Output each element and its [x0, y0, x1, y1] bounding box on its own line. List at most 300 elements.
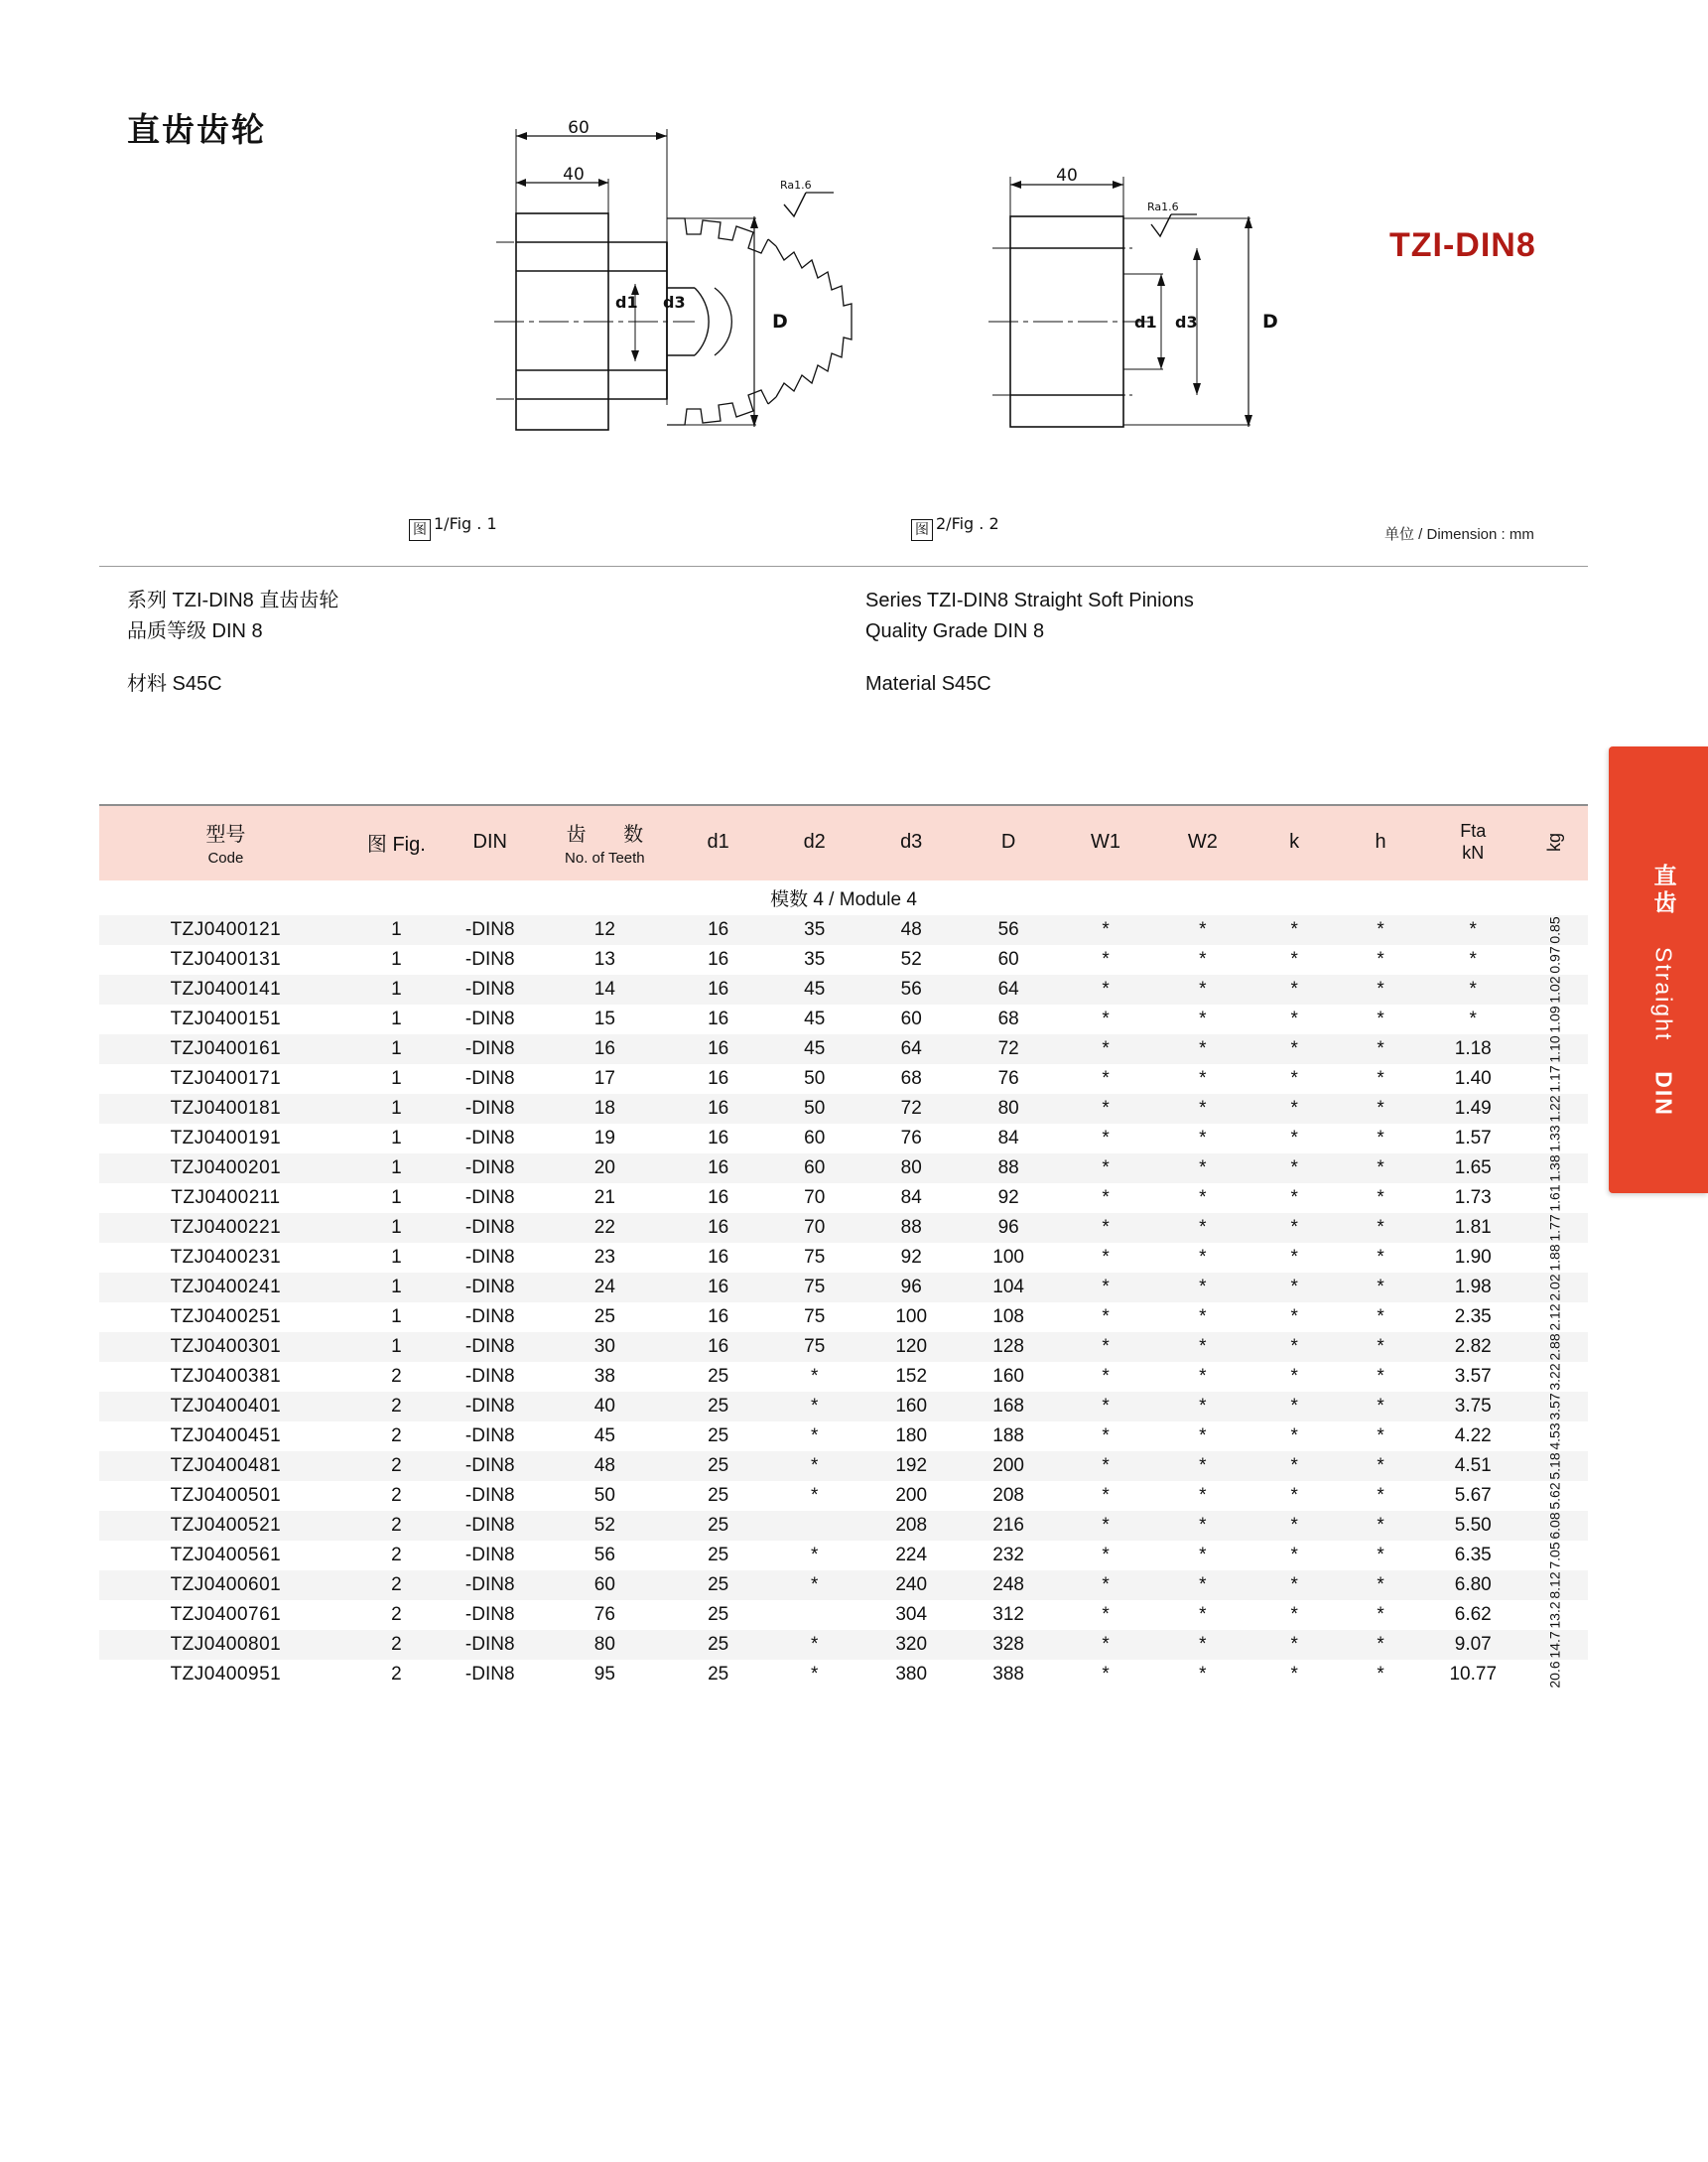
cell-fta: 1.57: [1454, 1128, 1492, 1149]
cell-teeth: 12: [540, 915, 671, 945]
cell-W1: *: [1057, 975, 1154, 1005]
fig1-finish-mark: Ra1.6: [780, 179, 812, 192]
cell-D: 200: [960, 1451, 1057, 1481]
cell-fig: 2: [391, 1366, 402, 1387]
table-row[interactable]: [99, 915, 1588, 945]
cell-d2: 45: [804, 1009, 826, 1029]
cell-fta: 5.50: [1424, 1511, 1522, 1541]
cell-h: *: [1377, 1306, 1384, 1327]
side-tab-text: [1652, 864, 1675, 1117]
cell-D: 96: [960, 1213, 1057, 1243]
cell-d2: 45: [766, 1034, 862, 1064]
cell-D: 312: [992, 1604, 1024, 1625]
cell-din: -DIN8: [464, 1128, 515, 1149]
table-row[interactable]: [99, 1541, 1588, 1570]
cell-din: -DIN8: [441, 1511, 540, 1541]
cell-din: -DIN8: [441, 1570, 540, 1600]
cell-teeth: 52: [540, 1511, 671, 1541]
cell-fig: 1: [391, 949, 402, 970]
cell-din: -DIN8: [441, 1451, 540, 1481]
cell-din: -DIN8: [441, 975, 540, 1005]
spec-en-series: Series TZI-DIN8 Straight Soft Pinions: [865, 590, 1194, 611]
cell-d2: 35: [804, 949, 826, 970]
th-din-label: DIN: [472, 831, 507, 853]
cell-d3: 120: [862, 1332, 960, 1362]
cell-W1: *: [1057, 1511, 1154, 1541]
th-fta: [1424, 805, 1522, 880]
cell-d1: 16: [670, 1332, 766, 1362]
th-code-sub: Code: [207, 850, 244, 867]
cell-kg: [1522, 1332, 1588, 1362]
cell-k: *: [1251, 1273, 1338, 1302]
cell-k: *: [1290, 1366, 1298, 1387]
cell-fta: *: [1469, 1009, 1477, 1029]
cell-fig: 1: [352, 915, 441, 945]
cell-W1: *: [1057, 1094, 1154, 1124]
table-row[interactable]: [99, 1630, 1588, 1660]
cell-k: *: [1290, 1425, 1298, 1446]
th-h-label: h: [1375, 831, 1386, 853]
cell-d2: *: [766, 1570, 862, 1600]
cell-fig: 2: [391, 1545, 402, 1565]
cell-code: TZJ0400141: [99, 975, 352, 1005]
cell-h: *: [1338, 1392, 1424, 1421]
cell-W2: *: [1199, 1128, 1207, 1149]
th-W2: [1154, 805, 1251, 880]
cell-W2: *: [1199, 1664, 1207, 1685]
cell-D: 56: [960, 915, 1057, 945]
cell-code: TZJ0400161: [99, 1034, 352, 1064]
cell-kg: [1522, 1481, 1588, 1511]
cell-code: TZJ0400381: [170, 1366, 282, 1387]
cell-d3: 200: [895, 1485, 928, 1506]
cell-fta: 6.35: [1454, 1545, 1492, 1565]
cell-fig: 1: [391, 1009, 402, 1029]
cell-d3: 240: [862, 1570, 960, 1600]
cell-k: *: [1290, 1604, 1298, 1625]
th-d3-label: d3: [900, 831, 923, 853]
cell-d2: 35: [766, 915, 862, 945]
cell-code: TZJ0400191: [170, 1128, 282, 1149]
cell-d1: 25: [708, 1604, 729, 1625]
cell-code: TZJ0400301: [99, 1332, 352, 1362]
cell-fig: 2: [352, 1630, 441, 1660]
cell-d1: 25: [670, 1392, 766, 1421]
cell-kg: [1522, 1660, 1588, 1689]
cell-teeth: 24: [540, 1273, 671, 1302]
cell-W1: *: [1057, 1332, 1154, 1362]
table-row[interactable]: [99, 1124, 1588, 1153]
th-d1: [670, 805, 766, 880]
cell-teeth: 48: [540, 1451, 671, 1481]
cell-fta: 1.73: [1454, 1187, 1492, 1208]
cell-h: *: [1377, 1604, 1384, 1625]
cell-h: *: [1377, 1009, 1384, 1029]
cell-D: 128: [960, 1332, 1057, 1362]
cell-h: *: [1338, 1511, 1424, 1541]
fig1-label-d1: d1: [615, 293, 638, 312]
cell-W1: *: [1102, 1366, 1110, 1387]
cell-kg: [1522, 1302, 1588, 1332]
cell-kg-value: 4.53: [1547, 1422, 1563, 1450]
cell-din: -DIN8: [464, 1485, 515, 1506]
cell-fta: *: [1469, 949, 1477, 970]
cell-W2: *: [1199, 1247, 1207, 1268]
cell-d3: 96: [862, 1273, 960, 1302]
cell-code: TZJ0400181: [99, 1094, 352, 1124]
cell-k: *: [1251, 1332, 1338, 1362]
cell-d1: 16: [708, 949, 729, 970]
spec-en-quality: Quality Grade DIN 8: [865, 620, 1045, 642]
cell-W1: *: [1057, 1570, 1154, 1600]
th-d2: [766, 805, 862, 880]
cell-kg-value: 1.09: [1547, 1006, 1563, 1033]
table-row[interactable]: [99, 1421, 1588, 1451]
cell-kg: [1522, 1094, 1588, 1124]
cell-h: *: [1377, 1425, 1384, 1446]
cell-W2: *: [1154, 1213, 1251, 1243]
cell-kg: [1522, 1213, 1588, 1243]
cell-d2: 50: [766, 1094, 862, 1124]
cell-D: 84: [997, 1128, 1019, 1149]
fig2-label-d3: d3: [1175, 313, 1198, 332]
cell-W1: *: [1102, 1247, 1110, 1268]
table-row[interactable]: [99, 1064, 1588, 1094]
cell-teeth: 18: [540, 1094, 671, 1124]
fig1-caption-text: 1/Fig . 1: [434, 514, 497, 533]
cell-din: -DIN8: [441, 1213, 540, 1243]
cell-k: *: [1251, 1630, 1338, 1660]
cell-k: *: [1251, 975, 1338, 1005]
module-group-label: 模数 4 / Module 4: [99, 880, 1588, 915]
cell-d1: 16: [670, 1213, 766, 1243]
cell-W1: *: [1102, 1425, 1110, 1446]
cell-fta: 10.77: [1449, 1664, 1498, 1685]
cell-teeth: 23: [593, 1247, 615, 1268]
cell-teeth: 38: [593, 1366, 615, 1387]
cell-fig: 1: [352, 1332, 441, 1362]
cell-fta: 1.49: [1424, 1094, 1522, 1124]
cell-kg-value: 0.85: [1547, 916, 1563, 944]
th-k: [1251, 805, 1338, 880]
cell-h: *: [1338, 1273, 1424, 1302]
cell-kg-value: 3.22: [1547, 1363, 1563, 1391]
section-divider: [99, 566, 1588, 567]
cell-kg-value: 2.12: [1547, 1303, 1563, 1331]
cell-d1: 16: [670, 1034, 766, 1064]
module-group-row: [99, 880, 1588, 915]
cell-teeth: 60: [540, 1570, 671, 1600]
cell-din: -DIN8: [441, 1332, 540, 1362]
th-fig: [352, 805, 441, 880]
cell-fig: 1: [352, 1213, 441, 1243]
cell-W2: *: [1199, 1187, 1207, 1208]
table-row[interactable]: [99, 1481, 1588, 1511]
cell-din: -DIN8: [464, 1306, 515, 1327]
cell-W2: *: [1199, 1545, 1207, 1565]
cell-fig: 2: [352, 1451, 441, 1481]
side-tab-label-en: Straight: [1650, 946, 1677, 1041]
cell-kg-value: 14.7: [1547, 1631, 1563, 1659]
cell-din: -DIN8: [464, 1009, 515, 1029]
cell-fig: 2: [352, 1392, 441, 1421]
cell-D: 188: [992, 1425, 1024, 1446]
cell-D: 68: [997, 1009, 1019, 1029]
th-h: [1338, 805, 1424, 880]
cell-din: -DIN8: [441, 915, 540, 945]
cell-D: 208: [992, 1485, 1024, 1506]
cell-fig: 1: [352, 1273, 441, 1302]
cell-code: TZJ0400201: [99, 1153, 352, 1183]
cell-fig: 1: [352, 1034, 441, 1064]
table-row[interactable]: [99, 1451, 1588, 1481]
cell-fta: 4.22: [1454, 1425, 1492, 1446]
cell-din: -DIN8: [464, 1247, 515, 1268]
cell-d3: 64: [862, 1034, 960, 1064]
cell-W1: *: [1102, 1604, 1110, 1625]
cell-D: 104: [960, 1273, 1057, 1302]
cell-fig: 2: [352, 1511, 441, 1541]
cell-h: *: [1377, 1485, 1384, 1506]
cell-d3: 72: [862, 1094, 960, 1124]
cell-din: -DIN8: [441, 1034, 540, 1064]
table-row[interactable]: [99, 1302, 1588, 1332]
cell-d3: 68: [900, 1068, 922, 1089]
table-row[interactable]: [99, 1034, 1588, 1064]
cell-h: *: [1338, 1153, 1424, 1183]
cell-din: -DIN8: [441, 1630, 540, 1660]
cell-kg: [1522, 1392, 1588, 1421]
cell-h: *: [1377, 1128, 1384, 1149]
cell-h: *: [1338, 1332, 1424, 1362]
cell-W2: *: [1154, 915, 1251, 945]
cell-D: 88: [960, 1153, 1057, 1183]
cell-d2: 75: [766, 1273, 862, 1302]
cell-W1: *: [1057, 1213, 1154, 1243]
cell-fig: 1: [391, 1306, 402, 1327]
table-row[interactable]: [99, 1243, 1588, 1273]
cell-kg-value: 5.62: [1547, 1482, 1563, 1510]
cell-k: *: [1290, 1247, 1298, 1268]
cell-k: *: [1290, 1485, 1298, 1506]
th-teeth-sub: No. of Teeth: [565, 850, 645, 867]
cell-d2: 75: [766, 1332, 862, 1362]
cell-W1: *: [1102, 1009, 1110, 1029]
cell-d3: 56: [862, 975, 960, 1005]
cell-fig: 1: [352, 975, 441, 1005]
cell-code: TZJ0400131: [170, 949, 282, 970]
cell-W2: *: [1154, 1511, 1251, 1541]
table-row[interactable]: [99, 1273, 1588, 1302]
cell-d3: 100: [895, 1306, 928, 1327]
table-header-row: [99, 805, 1588, 880]
fig1-dim-40: 40: [563, 165, 585, 185]
cell-kg: [1522, 1421, 1588, 1451]
cell-fta: 3.57: [1454, 1366, 1492, 1387]
cell-W1: *: [1057, 1153, 1154, 1183]
cell-teeth: 95: [593, 1664, 615, 1685]
cell-D: 80: [960, 1094, 1057, 1124]
cell-fta: 1.18: [1424, 1034, 1522, 1064]
cell-fig: 2: [352, 1570, 441, 1600]
cell-kg-value: 13.2: [1547, 1601, 1563, 1629]
side-tab-label-std: DIN: [1650, 1070, 1677, 1117]
cell-d1: 25: [708, 1366, 729, 1387]
cell-d1: 16: [708, 1306, 729, 1327]
th-W1: [1057, 805, 1154, 880]
fig1-label-D: D: [772, 311, 788, 333]
cell-teeth: 16: [540, 1034, 671, 1064]
cell-W2: *: [1154, 1273, 1251, 1302]
cell-kg: [1522, 1005, 1588, 1034]
cell-W2: *: [1154, 1392, 1251, 1421]
cell-W2: *: [1154, 1332, 1251, 1362]
th-code: [99, 805, 352, 880]
th-teeth-main: 齿 数: [566, 824, 660, 846]
cell-h: *: [1338, 915, 1424, 945]
th-kg-label: kg: [1544, 832, 1565, 852]
table-row[interactable]: [99, 1153, 1588, 1183]
side-tab-straight-din[interactable]: [1609, 746, 1708, 1193]
cell-d2: *: [766, 1392, 862, 1421]
cell-W2: *: [1154, 1094, 1251, 1124]
table-row[interactable]: [99, 1511, 1588, 1541]
cell-D: 92: [997, 1187, 1019, 1208]
table-row[interactable]: [99, 1362, 1588, 1392]
th-fig-label: 图 Fig.: [366, 834, 426, 856]
table-row[interactable]: [99, 1660, 1588, 1689]
th-k-label: k: [1289, 831, 1300, 853]
cell-fta: 9.07: [1424, 1630, 1522, 1660]
cell-d3: 52: [900, 949, 922, 970]
side-tab-label-cn: 直齿: [1650, 863, 1677, 917]
cell-kg: [1522, 1541, 1588, 1570]
cell-code: TZJ0400171: [170, 1068, 282, 1089]
cell-d1: 25: [670, 1630, 766, 1660]
cell-k: *: [1290, 1306, 1298, 1327]
cell-d2: *: [810, 1366, 819, 1387]
fig2-label-d1: d1: [1134, 313, 1157, 332]
cell-d3: 48: [862, 915, 960, 945]
th-W2-label: W2: [1187, 831, 1218, 853]
cell-W1: *: [1057, 915, 1154, 945]
cell-D: 216: [960, 1511, 1057, 1541]
cell-k: *: [1251, 1153, 1338, 1183]
cell-D: 232: [992, 1545, 1024, 1565]
cell-D: 328: [960, 1630, 1057, 1660]
cell-d2: 75: [804, 1247, 826, 1268]
cell-W2: *: [1154, 1153, 1251, 1183]
cell-d3: 84: [900, 1187, 922, 1208]
table-row[interactable]: [99, 1213, 1588, 1243]
cell-fig: 1: [391, 1187, 402, 1208]
spec-table-head: [99, 805, 1588, 880]
cell-din: -DIN8: [464, 1664, 515, 1685]
cell-h: *: [1338, 1630, 1424, 1660]
cell-d1: 25: [708, 1664, 729, 1685]
cell-teeth: 25: [593, 1306, 615, 1327]
cell-D: 108: [992, 1306, 1024, 1327]
cell-W1: *: [1102, 1545, 1110, 1565]
cell-din: -DIN8: [464, 1068, 515, 1089]
cell-d2: [766, 1600, 862, 1630]
cell-h: *: [1338, 975, 1424, 1005]
cell-teeth: 19: [593, 1128, 615, 1149]
th-din: [441, 805, 540, 880]
cell-kg: [1522, 1570, 1588, 1600]
cell-k: *: [1290, 1187, 1298, 1208]
cell-code: TZJ0400761: [170, 1604, 282, 1625]
cell-kg-value: 1.77: [1547, 1214, 1563, 1242]
cell-din: -DIN8: [464, 1545, 515, 1565]
cell-teeth: 40: [540, 1392, 671, 1421]
cell-d3: 380: [895, 1664, 928, 1685]
table-row[interactable]: [99, 1570, 1588, 1600]
table-row[interactable]: [99, 1094, 1588, 1124]
th-D: [960, 805, 1057, 880]
cell-d2: *: [810, 1545, 819, 1565]
cell-d1: 25: [670, 1570, 766, 1600]
cell-teeth: 20: [540, 1153, 671, 1183]
cell-k: *: [1251, 1213, 1338, 1243]
cell-kg-value: 6.08: [1547, 1512, 1563, 1540]
spec-en-material: Material S45C: [865, 673, 991, 695]
spec-block-english: [865, 586, 1194, 700]
cell-d2: *: [810, 1664, 819, 1685]
cell-d2: 45: [766, 975, 862, 1005]
cell-W2: *: [1199, 1009, 1207, 1029]
cell-kg: [1522, 1064, 1588, 1094]
cell-kg-value: 8.12: [1547, 1571, 1563, 1599]
cell-fta: 1.40: [1454, 1068, 1492, 1089]
cell-d1: 16: [670, 975, 766, 1005]
cell-kg: [1522, 1243, 1588, 1273]
cell-din: -DIN8: [464, 1187, 515, 1208]
table-row[interactable]: [99, 975, 1588, 1005]
cell-k: *: [1290, 1009, 1298, 1029]
spec-cn-material: 材料 S45C: [127, 673, 222, 695]
table-row[interactable]: [99, 1005, 1588, 1034]
cell-teeth: 15: [593, 1009, 615, 1029]
cell-W1: *: [1102, 949, 1110, 970]
cell-d3: 160: [862, 1392, 960, 1421]
cell-fta: 2.82: [1424, 1332, 1522, 1362]
cell-W2: *: [1199, 1068, 1207, 1089]
table-row[interactable]: [99, 1332, 1588, 1362]
cell-fta: 6.62: [1454, 1604, 1492, 1625]
cell-teeth: 13: [593, 949, 615, 970]
cell-code: TZJ0400151: [170, 1009, 282, 1029]
cell-kg: [1522, 915, 1588, 945]
cell-h: *: [1377, 1366, 1384, 1387]
table-row[interactable]: [99, 1600, 1588, 1630]
cell-h: *: [1338, 1034, 1424, 1064]
cell-fig: 1: [352, 1153, 441, 1183]
cell-fig: 2: [391, 1664, 402, 1685]
table-row[interactable]: [99, 1183, 1588, 1213]
table-row[interactable]: [99, 1392, 1588, 1421]
cell-fta: 2.35: [1454, 1306, 1492, 1327]
cell-d1: 16: [670, 1094, 766, 1124]
table-row[interactable]: [99, 945, 1588, 975]
cell-kg-value: 20.6: [1547, 1661, 1563, 1689]
fig1-label-d3: d3: [663, 293, 686, 312]
cell-d3: 304: [895, 1604, 928, 1625]
cell-teeth: 30: [540, 1332, 671, 1362]
cell-d3: 80: [862, 1153, 960, 1183]
cell-W2: *: [1199, 949, 1207, 970]
cell-d2: 60: [766, 1153, 862, 1183]
